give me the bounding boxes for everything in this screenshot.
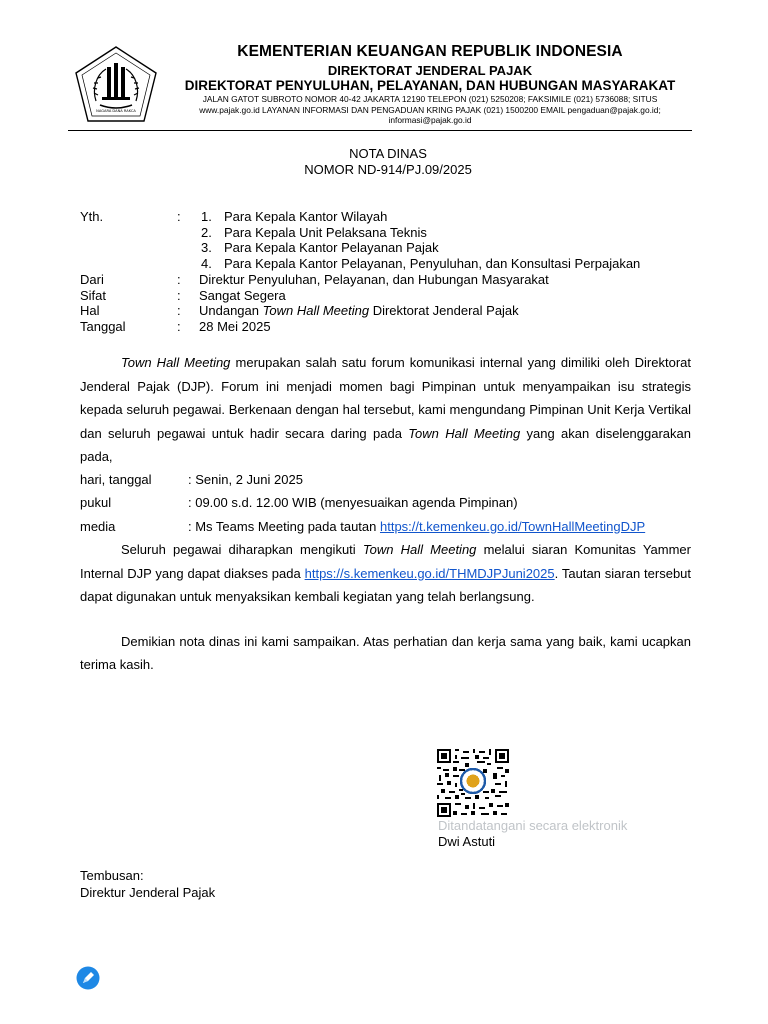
letterhead-divider <box>68 130 692 131</box>
body-paragraph-2 <box>80 538 691 609</box>
dari-label: Dari <box>80 271 104 287</box>
document-type: NOTA DINAS <box>349 146 427 161</box>
letterhead-address <box>176 94 684 126</box>
schedule-media-label: media <box>80 518 116 534</box>
recipient-number: 4. <box>201 256 212 272</box>
sifat-label: Sifat <box>80 287 107 303</box>
address-line-3: informasi@pajak.go.id <box>388 115 472 125</box>
sifat-value: Sangat Segera <box>199 287 286 303</box>
schedule-media-value: : Ms Teams Meeting pada tautan <box>188 518 380 534</box>
hal-label: Hal <box>80 303 100 319</box>
body-paragraph-1 <box>80 351 691 469</box>
teams-meeting-link[interactable]: https://t.kemenkeu.go.id/TownHallMeetingDJP <box>379 518 646 534</box>
tanggal-label: Tanggal <box>80 318 126 334</box>
logo-motto: NAGARA DANA RAKCA <box>96 109 136 113</box>
yth-colon: : <box>177 209 181 224</box>
recipient-item: Para Kepala Kantor Wilayah <box>224 209 388 224</box>
cc-label: Tembusan: <box>80 868 144 883</box>
schedule-day-label: hari, tanggal <box>80 471 152 487</box>
schedule-day-row <box>80 468 303 492</box>
cc-item: Direktur Jenderal Pajak <box>80 885 216 900</box>
esign-note: Ditandatangani secara elektronik <box>438 818 628 833</box>
yammer-broadcast-link[interactable]: https://s.kemenkeu.go.id/THMDJPJuni2025 <box>304 565 555 581</box>
document-title <box>80 146 696 178</box>
annotation-pen-icon[interactable] <box>76 966 100 990</box>
recipient-number: 2. <box>201 224 212 240</box>
p2-mid: melalui siaran Komunitas Yammer Internal DJP yang dapat diakses pada <box>80 542 691 581</box>
schedule-day-value: : Senin, 2 Juni 2025 <box>188 471 303 487</box>
signature-qr-code[interactable] <box>437 749 509 817</box>
recipient-item: Para Kepala Unit Pelaksana Teknis <box>224 224 427 240</box>
signer-name: Dwi Astuti <box>438 834 496 849</box>
hal-italic: Town Hall Meeting <box>262 303 370 319</box>
document-number: NOMOR ND-914/PJ.09/2025 <box>304 162 472 177</box>
dari-value: Direktur Penyuluhan, Pelayanan, dan Hubungan Masyarakat <box>199 271 549 287</box>
schedule-time-row <box>80 491 518 515</box>
dari-colon: : <box>177 271 181 287</box>
tanggal-value: 28 Mei 2025 <box>199 318 271 334</box>
ministry-name: KEMENTERIAN KEUANGAN REPUBLIK INDONESIA <box>237 43 623 60</box>
schedule-media-row <box>80 515 645 539</box>
recipient-item: Para Kepala Kantor Pelayanan, Penyuluhan, dan Konsultasi Perpajakan <box>224 256 641 272</box>
hal-prefix: Undangan <box>199 303 263 319</box>
p1-text: merupakan salah satu forum komunikasi internal yang dimiliki oleh Direktorat Jenderal Pajak (DJP). Forum ini menjadi momen bagi Pimpinan untuk menyampaikan isu strategis kepada seluruh pegawai. Berkenaan dengan hal tersebut, kami mengundang Pimpinan Unit Kerja Vertikal dan seluruh pegawai untuk hadir secara daring pada <box>80 355 691 441</box>
hal-suffix: Direktorat Jenderal Pajak <box>369 303 519 319</box>
p2-italic: Town Hall Meeting <box>362 542 477 557</box>
directorate-name: DIREKTORAT PENYULUHAN, PELAYANAN, DAN HUBUNGAN MASYARAKAT <box>184 78 676 93</box>
address-line-2: www.pajak.go.id LAYANAN INFORMASI DAN PENGADUAN KRING PAJAK (021) 1500200 EMAIL pengaduan@pajak.go.id; <box>199 104 661 115</box>
hal-colon: : <box>177 303 181 319</box>
address-line-1: JALAN GATOT SUBROTO NOMOR 40-42 JAKARTA 12190 TELEPON (021) 5250208; FAKSIMILE (021) 5736088; SITUS <box>202 94 658 104</box>
recipient-number: 1. <box>201 209 212 224</box>
cc-section <box>80 867 215 901</box>
body-paragraph-3: Demikian nota dinas ini kami sampaikan. Atas perhatian dan kerja sama yang baik, kami ucapkan terima kasih. <box>80 633 691 672</box>
recipient-item: Para Kepala Kantor Pelayanan Pajak <box>224 240 439 256</box>
ministry-logo <box>72 45 160 125</box>
recipient-number: 3. <box>201 240 212 256</box>
schedule-time-label: pukul <box>80 495 112 510</box>
p1-italic-end: Town Hall Meeting <box>408 425 521 441</box>
p1-tail: yang akan diselenggarakan pada, <box>80 425 691 464</box>
p2-start: Seluruh pegawai diharapkan mengikuti <box>121 542 363 557</box>
schedule-time-value: : 09.00 s.d. 12.00 WIB (menyesuaikan agenda Pimpinan) <box>188 495 518 510</box>
sifat-colon: : <box>177 287 181 303</box>
yth-label: Yth. <box>80 209 104 224</box>
p2-end: . Tautan siaran tersebut dapat digunakan untuk menyaksikan kembali kegiatan yang telah berlangsung. <box>80 565 692 604</box>
directorate-general-name: DIREKTORAT JENDERAL PAJAK <box>327 63 533 78</box>
hal-value <box>199 303 519 319</box>
p1-italic-start: Town Hall Meeting <box>121 355 231 370</box>
tanggal-colon: : <box>177 318 181 334</box>
